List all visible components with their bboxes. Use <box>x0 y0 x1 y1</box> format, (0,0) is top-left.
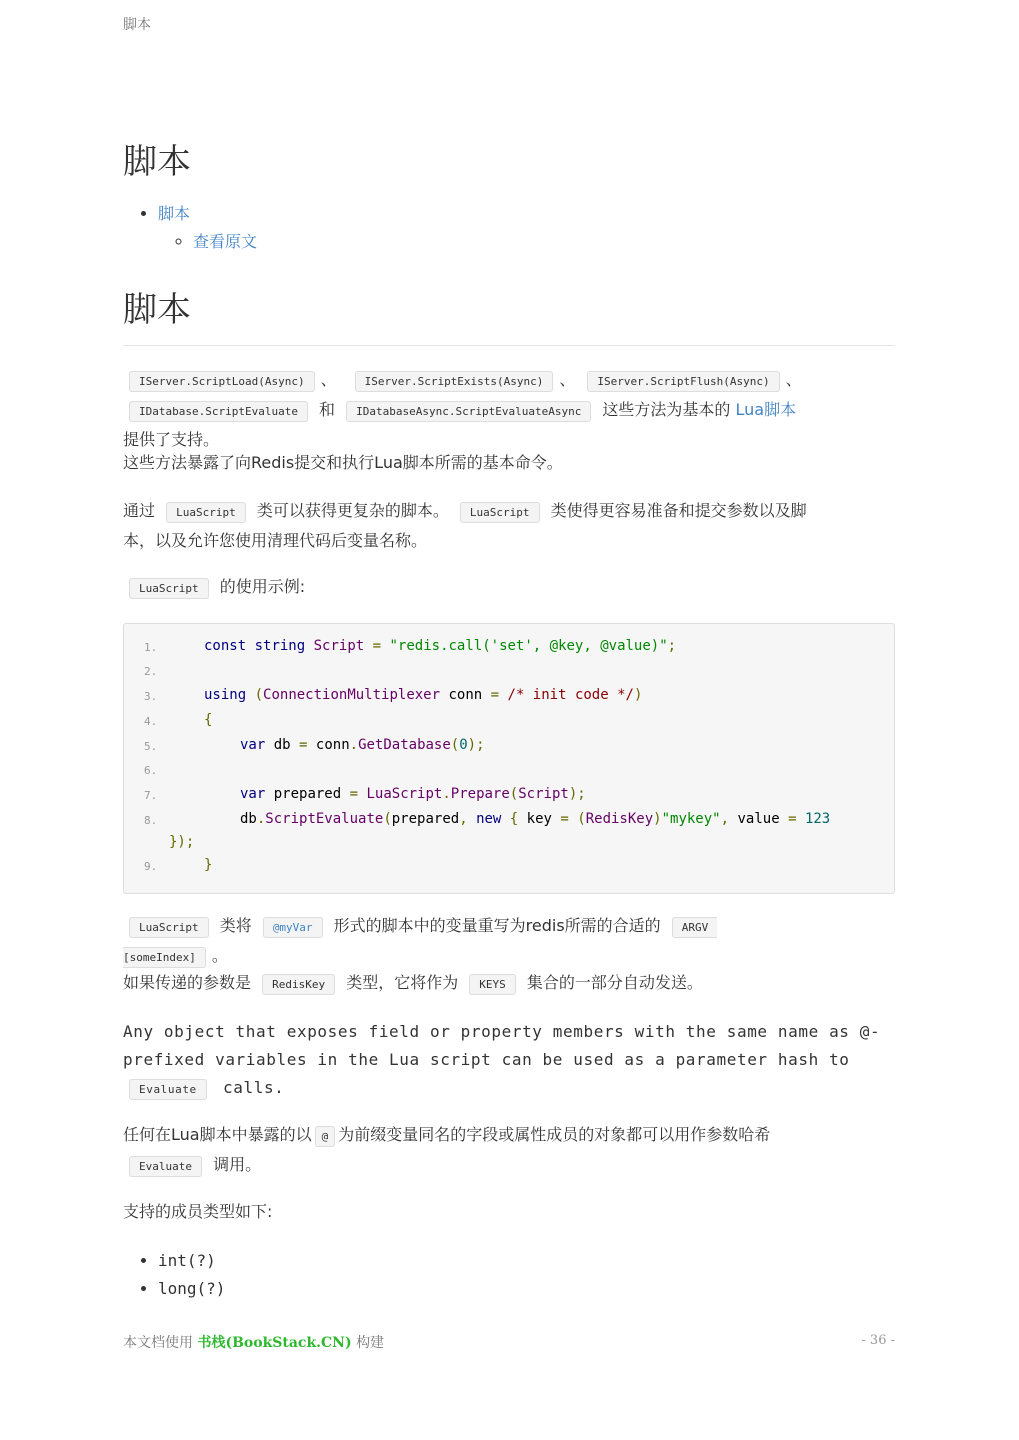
text: 本文档使用 <box>123 1335 193 1351</box>
paragraph-luascript <box>123 497 895 555</box>
line-number: 4. <box>144 715 158 728</box>
lua-script-link[interactable]: Lua脚本 <box>735 400 797 419</box>
text: Any object that exposes field or property members with the same name as @- <box>123 1022 881 1041</box>
text: 这些方法为基本的 <box>602 400 731 419</box>
paragraph-english <box>123 1018 895 1104</box>
text: 集合的一部分自动发送。 <box>526 973 703 992</box>
bookstack-link[interactable]: 书栈(BookStack.CN) <box>197 1335 352 1351</box>
paragraph-variable-rewrite <box>123 912 895 972</box>
list-item: • int(?) <box>158 1247 225 1275</box>
toc-link-view-original[interactable]: 查看原文 <box>193 232 258 251</box>
inline-code: RedisKey <box>262 974 335 995</box>
paragraph-chinese-translation <box>123 1121 895 1181</box>
line-number: 6. <box>144 764 158 777</box>
code-block: 1. const string Script = "redis.call('set', @key, @value)"; 2. 3. using (ConnectionMultiplexer conn = /* init code */) 4. { 5. var db = conn.GetDatabase(0); 6. 7. var prepared = LuaScript.Prepare(Script); 8. db.ScriptEvaluate(prepared, new { key = (RedisKey)"mykey", value = 123 }); 9. } <box>123 623 895 894</box>
text: 形式的脚本中的变量重写为redis所需的合适的 <box>333 916 661 935</box>
inline-code: IDatabase.ScriptEvaluate <box>129 401 308 422</box>
text: 和 <box>319 400 336 419</box>
toc-link-script[interactable]: 脚本 <box>158 204 191 223</box>
paragraph-example-intro <box>123 573 895 603</box>
text: 提供了支持。 <box>123 430 220 449</box>
text: calls. <box>223 1078 285 1097</box>
text: 通过 <box>123 501 156 520</box>
inline-code: Evaluate <box>129 1079 207 1100</box>
inline-code: KEYS <box>469 974 516 995</box>
inline-code: LuaScript <box>129 917 209 938</box>
line-number: 5. <box>144 740 158 753</box>
line-number: 7. <box>144 789 158 802</box>
text: 类可以获得更复杂的脚本。 <box>256 501 449 520</box>
line-number: 1. <box>144 641 158 654</box>
inline-code: IServer.ScriptFlush(Async) <box>587 371 779 392</box>
running-header: 脚本 <box>123 17 151 33</box>
inline-code: IDatabaseAsync.ScriptEvaluateAsync <box>346 401 591 422</box>
inline-code: IServer.ScriptLoad(Async) <box>129 371 315 392</box>
page-number: - 36 - <box>861 1333 895 1348</box>
supported-types-list <box>123 1247 225 1303</box>
paragraph-methods <box>123 366 895 454</box>
inline-code: @myVar <box>263 917 323 938</box>
inline-code: LuaScript <box>460 502 540 523</box>
text: prefixed variables in the Lua script can be used as a parameter hash to <box>123 1050 850 1069</box>
paragraph-rediskey <box>123 969 895 999</box>
text: 类使得更容易准备和提交参数以及脚 <box>550 501 807 520</box>
inline-code: LuaScript <box>166 502 246 523</box>
line-number: 9. <box>144 860 158 873</box>
line-number: 3. <box>144 690 158 703</box>
text: 的使用示例: <box>219 577 306 596</box>
text: 类型，它将作为 <box>346 973 459 992</box>
separator: 、 <box>785 370 802 389</box>
separator: 、 <box>320 370 337 389</box>
text: 如果传递的参数是 <box>123 973 252 992</box>
paragraph-supported-types: 支持的成员类型如下: <box>123 1202 273 1221</box>
inline-code: LuaScript <box>129 578 209 599</box>
paragraph-commands: 这些方法暴露了向Redis提交和执行Lua脚本所需的基本命令。 <box>123 453 563 472</box>
page-title: 脚本 <box>123 142 191 182</box>
inline-code: ARGV <box>672 917 718 938</box>
text: 构建 <box>356 1335 385 1351</box>
toc-item <box>158 200 257 256</box>
line-number: 2. <box>144 665 158 678</box>
inline-code: @ <box>315 1126 336 1147</box>
text: 。 <box>211 946 228 965</box>
inline-code: Evaluate <box>129 1156 202 1177</box>
text: 为前缀变量同名的字段或属性成员的对象都可以用作参数哈希 <box>338 1125 771 1144</box>
text: 本，以及允许您使用清理代码后变量名称。 <box>123 531 428 550</box>
section-title: 脚本 <box>123 290 191 330</box>
text: 类将 <box>219 916 252 935</box>
inline-code: IServer.ScriptExists(Async) <box>355 371 554 392</box>
section-divider <box>123 345 895 346</box>
inline-code: [someIndex] <box>123 947 206 968</box>
separator: 、 <box>559 370 576 389</box>
text: 调用。 <box>213 1155 262 1174</box>
toc-subitem <box>193 228 257 256</box>
table-of-contents <box>123 200 257 256</box>
line-number: 8. <box>144 814 158 827</box>
list-item: • long(?) <box>158 1275 225 1303</box>
text: 任何在Lua脚本中暴露的以 <box>123 1125 312 1144</box>
footer-credit <box>123 1332 384 1352</box>
